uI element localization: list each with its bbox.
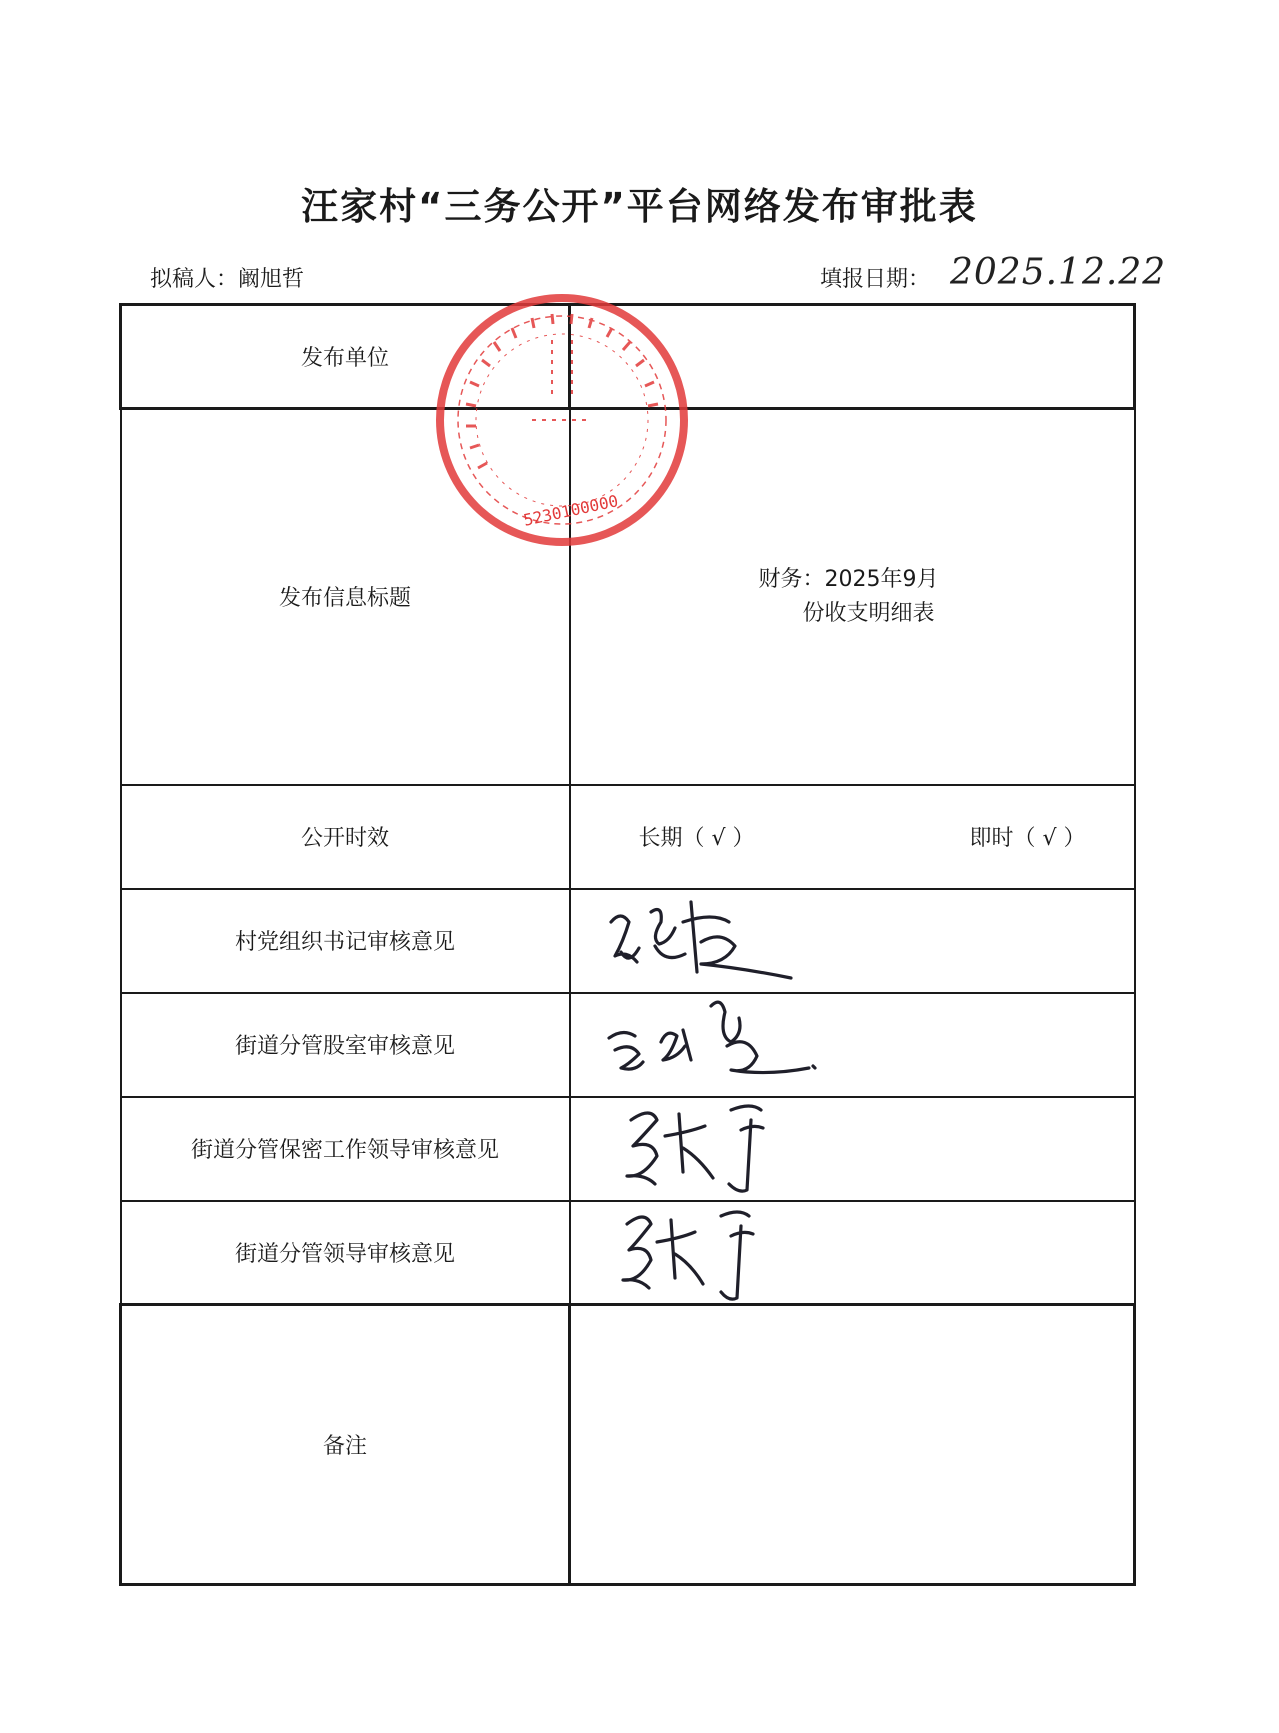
- info-title-line1: 财务：2025年9月: [758, 566, 939, 592]
- street-section-signature-cell: [570, 993, 1135, 1097]
- seal-number: 5230100000: [521, 491, 620, 530]
- page-title: 汪家村“三务公开”平台网络发布审批表: [301, 185, 978, 228]
- row-publisher: [121, 305, 1135, 409]
- publisher-value: [570, 305, 1135, 409]
- timing-long-term: 长期（ √ ）: [638, 826, 755, 851]
- street-leader-label: 街道分管领导审核意见: [121, 1201, 570, 1305]
- row-street-section: [121, 993, 1135, 1097]
- security-leader-signature-cell: [570, 1097, 1135, 1201]
- street-leader-signature: [591, 1194, 831, 1304]
- row-timing: [121, 785, 1135, 889]
- row-info-title: [121, 409, 1135, 785]
- drafter-name: 阚旭哲: [238, 267, 305, 292]
- street-leader-signature-cell: [570, 1201, 1135, 1305]
- info-title-line2: 份收支明细表: [802, 600, 935, 626]
- timing-value: [570, 785, 1135, 889]
- timing-label: 公开时效: [121, 785, 570, 889]
- remarks-label: 备注: [121, 1305, 570, 1585]
- timing-immediate: 即时（ √ ）: [969, 826, 1086, 851]
- security-leader-signature: [591, 1090, 831, 1200]
- info-title-label: 发布信息标题: [121, 409, 570, 785]
- fill-date-value: 2025.12.22: [950, 252, 1167, 293]
- party-secretary-label: 村党组织书记审核意见: [121, 889, 570, 993]
- row-security-leader: [121, 1097, 1135, 1201]
- row-party-secretary: [121, 889, 1135, 993]
- row-street-leader: [121, 1201, 1135, 1305]
- party-secretary-signature-cell: [570, 889, 1135, 993]
- security-leader-label: 街道分管保密工作领导审核意见: [121, 1097, 570, 1201]
- drafter: [150, 262, 304, 293]
- street-section-signature: [591, 986, 831, 1096]
- approval-table: [119, 303, 1136, 1586]
- row-remarks: [121, 1305, 1135, 1585]
- drafter-label: 拟稿人：: [150, 267, 239, 292]
- fill-date-label: 填报日期：: [820, 267, 931, 292]
- party-secretary-signature: [591, 882, 831, 992]
- info-title-value: [570, 409, 1135, 785]
- street-section-label: 街道分管股室审核意见: [121, 993, 570, 1097]
- remarks-value: [570, 1305, 1135, 1585]
- publisher-label: 发布单位: [121, 305, 570, 409]
